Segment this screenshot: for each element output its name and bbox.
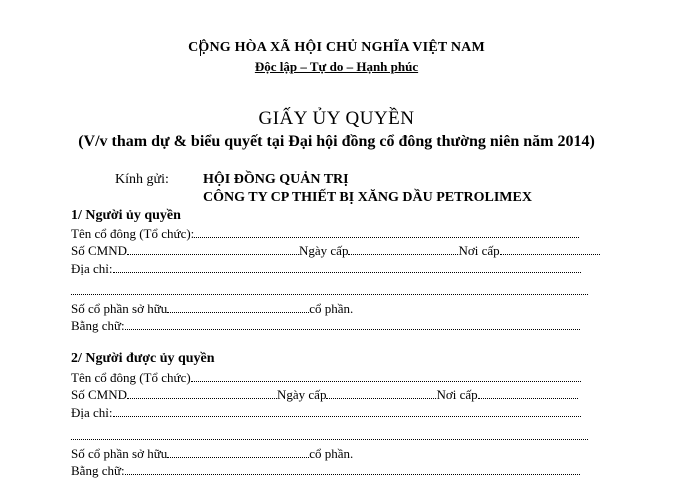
words-label: Bằng chữ:: [71, 318, 125, 333]
section1-heading: 1/ Người ủy quyền: [71, 208, 181, 223]
shares-label: Số cổ phần sở hữu: [71, 301, 168, 316]
motto-text: Độc lập – Tự do – Hạnh phúc: [254, 59, 419, 74]
section2-address-row: [71, 405, 581, 421]
shareholder-field[interactable]: [191, 370, 581, 382]
id-label: Số CMND: [71, 387, 127, 402]
id-field[interactable]: [127, 387, 277, 399]
issue-date-field[interactable]: [326, 387, 436, 399]
section1-id-row: [71, 243, 600, 259]
shares-unit: cổ phần.: [309, 446, 354, 461]
words-field[interactable]: [125, 318, 580, 330]
issue-date-label: Ngày cấp: [277, 387, 327, 402]
address-field[interactable]: [113, 405, 581, 417]
address-label: Địa chỉ:: [71, 261, 113, 276]
issue-place-label: Nơi cấp: [436, 387, 478, 402]
words-label: Bằng chữ:: [71, 463, 125, 478]
document-title: GIẤY ỦY QUYỀN: [258, 108, 415, 129]
issue-place-field[interactable]: [478, 387, 578, 399]
section2-heading: 2/ Người được ủy quyền: [71, 351, 215, 366]
motto: [0, 59, 673, 75]
shares-unit: cổ phần.: [309, 301, 354, 316]
address-field[interactable]: [113, 261, 581, 273]
issue-date-label: Ngày cấp: [299, 243, 349, 258]
shareholder-label: Tên cổ đông (Tổ chức): [71, 370, 191, 385]
issue-date-field[interactable]: [348, 243, 458, 255]
recipient-line-2: CÔNG TY CP THIẾT BỊ XĂNG DẦU PETROLIMEX: [203, 190, 532, 205]
issue-place-label: Nơi cấp: [458, 243, 500, 258]
document-subtitle: (V/v tham dự & biểu quyết tại Đại hội đồng cổ đông thường niên năm 2014): [78, 133, 595, 150]
section2-shareholder-row: [71, 370, 581, 386]
recipient-line-1: HỘI ĐỒNG QUẢN TRỊ: [203, 172, 349, 187]
address-field-line-2[interactable]: [71, 294, 588, 295]
id-label: Số CMND: [71, 243, 127, 258]
id-field[interactable]: [127, 243, 299, 255]
section2-id-row: [71, 387, 578, 403]
words-field[interactable]: [125, 463, 580, 475]
section2-shares-row: [71, 446, 353, 462]
greeting-label: Kính gửi:: [115, 172, 169, 187]
section1-shares-row: [71, 301, 353, 317]
nation-heading: CỘNG HÒA XÃ HỘI CHỦ NGHĨA VIỆT NAM: [188, 40, 485, 55]
shares-label: Số cổ phần sở hữu: [71, 446, 168, 461]
section1-words-row: [71, 318, 580, 334]
section1-address-row: [71, 261, 581, 277]
section2-words-row: [71, 463, 580, 479]
issue-place-field[interactable]: [500, 243, 600, 255]
address-label: Địa chỉ:: [71, 405, 113, 420]
shares-field[interactable]: [167, 301, 309, 313]
section1-shareholder-row: [71, 226, 579, 242]
shares-field[interactable]: [167, 446, 309, 458]
address-field-line-2[interactable]: [71, 439, 588, 440]
shareholder-field[interactable]: [194, 226, 579, 238]
shareholder-label: Tên cổ đông (Tổ chức):: [71, 226, 195, 241]
